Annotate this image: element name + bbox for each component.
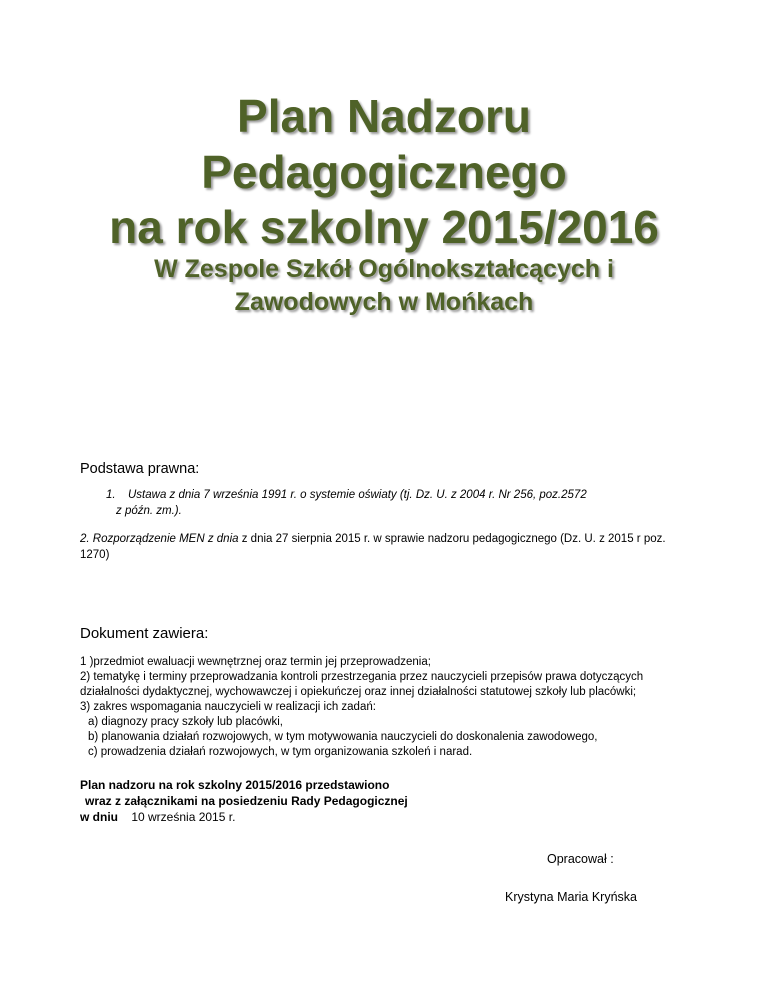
contents-item-3a: a) diagnozy pracy szkoły lub placówki, bbox=[88, 716, 283, 728]
author-label: Opracował : bbox=[547, 852, 614, 866]
legal-basis-heading: Podstawa prawna: bbox=[80, 461, 200, 477]
contents-heading: Dokument zawiera: bbox=[80, 625, 209, 642]
subtitle-line-2: Zawodowych w Mońkach bbox=[234, 288, 534, 316]
contents-list bbox=[80, 655, 695, 760]
legal-item-1-continuation: z późn. zm.). bbox=[116, 505, 182, 517]
contents-item-1: 1 )przedmiot ewaluacji wewnętrznej oraz termin jej przeprowadzenia; bbox=[80, 656, 431, 668]
title-line-1: Plan Nadzoru bbox=[237, 90, 531, 142]
contents-item-3b: b) planowania działań rozwojowych, w tym motywowania nauczycieli do doskonalenia zawodowego, bbox=[88, 731, 598, 743]
plan-date-label: w dniu bbox=[80, 810, 118, 824]
subtitle-line-1: W Zespole Szkół Ogólnokształcących i bbox=[154, 255, 614, 283]
contents-item-3c: c) prowadzenia działań rozwojowych, w tym organizowania szkoleń i narad. bbox=[88, 746, 473, 758]
contents-item-2: 2) tematykę i terminy przeprowadzania kontroli przestrzegania przez nauczycieli przepisów prawa dotyczących działalności dydaktycznej, wychowawczej i opiekuńczej oraz innej działalności statutowej szkoły lub placówki; bbox=[80, 671, 644, 698]
title-line-2: Pedagogicznego bbox=[201, 146, 567, 198]
contents-item-3: 3) zakres wspomagania nauczycieli w realizacji ich zadań: bbox=[80, 701, 376, 713]
legal-item-2 bbox=[80, 531, 690, 563]
legal-item-2-text: z dnia 27 sierpnia 2015 r. w sprawie nadzoru pedagogicznego (Dz. U. z 2015 r poz. 1270) bbox=[80, 533, 666, 561]
legal-item-2-italic: 2. Rozporządzenie MEN z dnia bbox=[80, 533, 239, 545]
legal-item-1-text: Ustawa z dnia 7 września 1991 r. o systemie oświaty (tj. Dz. U. z 2004 r. Nr 256, poz.2572 bbox=[128, 489, 587, 501]
legal-item-1-number: 1. bbox=[106, 489, 116, 501]
legal-item-1 bbox=[106, 487, 706, 519]
author-name: Krystyna Maria Kryńska bbox=[505, 890, 637, 904]
plan-line-2: wraz z załącznikami na posiedzeniu Rady Pedagogicznej bbox=[85, 794, 408, 808]
plan-date-value: 10 września 2015 r. bbox=[118, 810, 236, 824]
plan-line-1: Plan nadzoru na rok szkolny 2015/2016 przedstawiono bbox=[80, 778, 390, 792]
plan-approval-note bbox=[80, 777, 700, 825]
title-line-3: na rok szkolny 2015/2016 bbox=[109, 201, 659, 253]
